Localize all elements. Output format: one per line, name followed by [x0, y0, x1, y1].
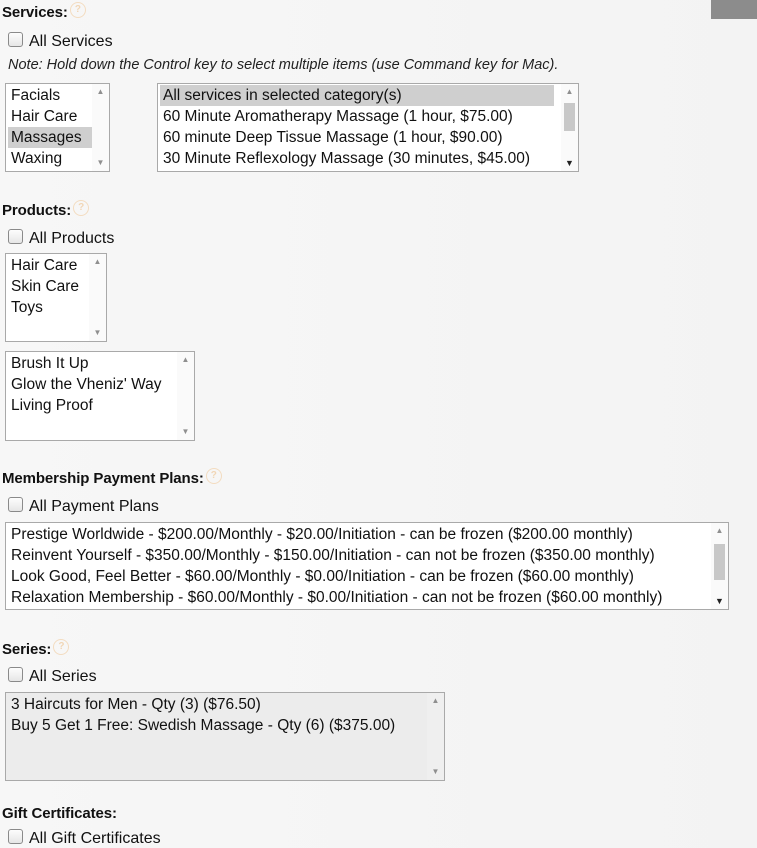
scroll-down-arrow-icon[interactable]: ▼: [565, 158, 574, 168]
series-heading: [2, 641, 69, 658]
all-payment-plans-label: All Payment Plans: [29, 498, 159, 515]
scroll-thumb[interactable]: [564, 103, 575, 131]
all-services-label: All Services: [29, 33, 113, 50]
service-item-option[interactable]: 30 Minute Reflexology Massage (30 minutes, $45.00): [163, 150, 531, 167]
series-help-icon[interactable]: ?: [53, 639, 69, 655]
product-brand-option[interactable]: Living Proof: [11, 397, 93, 414]
service-item-option-selected[interactable]: All services in selected category(s): [160, 85, 554, 106]
products-brand-listbox[interactable]: [5, 351, 195, 441]
service-category-option[interactable]: Waxing: [11, 150, 63, 167]
scroll-down-arrow-icon[interactable]: ▼: [181, 427, 190, 436]
scroll-down-arrow-icon[interactable]: ▼: [431, 767, 440, 776]
all-services-checkbox[interactable]: [8, 32, 23, 47]
all-products-checkbox[interactable]: [8, 229, 23, 244]
products-brand-scrollbar[interactable]: [177, 352, 194, 440]
scroll-up-arrow-icon[interactable]: ▲: [431, 696, 440, 705]
top-right-bar: [711, 0, 757, 19]
service-category-option[interactable]: Facials: [11, 87, 61, 104]
all-products-option[interactable]: [8, 229, 114, 248]
product-category-option[interactable]: Hair Care: [11, 257, 78, 274]
payment-plan-option[interactable]: Prestige Worldwide - $200.00/Monthly - $20.00/Initiation - can be frozen ($200.00 monthly): [11, 526, 633, 543]
all-gift-certificates-label: All Gift Certificates: [29, 830, 161, 847]
scroll-thumb[interactable]: [714, 544, 725, 580]
all-payment-plans-checkbox[interactable]: [8, 497, 23, 512]
scroll-up-arrow-icon[interactable]: ▲: [715, 526, 724, 535]
scroll-up-arrow-icon[interactable]: ▲: [181, 355, 190, 364]
membership-help-icon[interactable]: ?: [206, 468, 222, 484]
service-item-option[interactable]: 60 minute Deep Tissue Massage (1 hour, $90.00): [163, 129, 503, 146]
series-option[interactable]: 3 Haircuts for Men - Qty (3) ($76.50): [11, 696, 261, 713]
products-heading-text: Products:: [2, 202, 72, 219]
services-heading: [2, 4, 86, 21]
scroll-down-arrow-icon[interactable]: ▼: [93, 328, 102, 337]
membership-heading: [2, 470, 222, 487]
all-gift-certificates-checkbox[interactable]: [8, 829, 23, 844]
product-category-option[interactable]: Skin Care: [11, 278, 80, 295]
services-items-listbox[interactable]: [157, 83, 579, 172]
series-heading-text: Series:: [2, 641, 52, 658]
service-category-option[interactable]: Hair Care: [11, 108, 78, 125]
scroll-up-arrow-icon[interactable]: ▲: [93, 257, 102, 266]
product-category-option[interactable]: Toys: [11, 299, 43, 316]
product-brand-option[interactable]: Brush It Up: [11, 355, 89, 372]
services-category-listbox[interactable]: [5, 83, 110, 172]
services-items-scrollbar[interactable]: [561, 84, 578, 171]
series-scrollbar[interactable]: [427, 693, 444, 780]
service-category-option-selected[interactable]: Massages: [8, 127, 107, 148]
series-listbox[interactable]: [5, 692, 445, 781]
payment-plan-option[interactable]: Relaxation Membership - $60.00/Monthly - $0.00/Initiation - can not be frozen ($60.00 monthly): [11, 589, 663, 606]
payment-plans-listbox[interactable]: [5, 522, 729, 610]
products-category-scrollbar[interactable]: [89, 254, 106, 341]
service-item-option[interactable]: 60 Minute Aromatherapy Massage (1 hour, $75.00): [163, 108, 513, 125]
multi-select-note: Note: Hold down the Control key to select multiple items (use Command key for Mac).: [8, 57, 559, 73]
products-heading: [2, 202, 89, 219]
services-category-scrollbar[interactable]: [92, 84, 109, 171]
services-help-icon[interactable]: ?: [70, 2, 86, 18]
all-series-checkbox[interactable]: [8, 667, 23, 682]
all-gift-certificates-option[interactable]: [8, 829, 161, 848]
scroll-down-arrow-icon[interactable]: ▼: [96, 158, 105, 167]
scroll-up-arrow-icon[interactable]: ▲: [565, 87, 574, 96]
all-services-option[interactable]: [8, 32, 113, 51]
all-series-option[interactable]: [8, 667, 97, 686]
all-series-label: All Series: [29, 668, 97, 685]
products-help-icon[interactable]: ?: [73, 200, 89, 216]
membership-heading-text: Membership Payment Plans:: [2, 470, 204, 487]
product-brand-option[interactable]: Glow the Vheniz' Way: [11, 376, 162, 393]
payment-plan-option[interactable]: Reinvent Yourself - $350.00/Monthly - $150.00/Initiation - can not be frozen ($350.00 monthly): [11, 547, 655, 564]
products-category-listbox[interactable]: [5, 253, 107, 342]
payment-plan-option[interactable]: Look Good, Feel Better - $60.00/Monthly - $0.00/Initiation - can be frozen ($60.00 monthly): [11, 568, 634, 585]
gift-certificates-heading: Gift Certificates:: [2, 805, 117, 822]
scroll-up-arrow-icon[interactable]: ▲: [96, 87, 105, 96]
payment-plans-scrollbar[interactable]: [711, 523, 728, 609]
all-products-label: All Products: [29, 230, 115, 247]
series-option[interactable]: Buy 5 Get 1 Free: Swedish Massage - Qty (6) ($375.00): [11, 717, 396, 734]
services-heading-text: Services:: [2, 4, 68, 21]
scroll-down-arrow-icon[interactable]: ▼: [715, 596, 724, 606]
all-payment-plans-option[interactable]: [8, 497, 159, 516]
